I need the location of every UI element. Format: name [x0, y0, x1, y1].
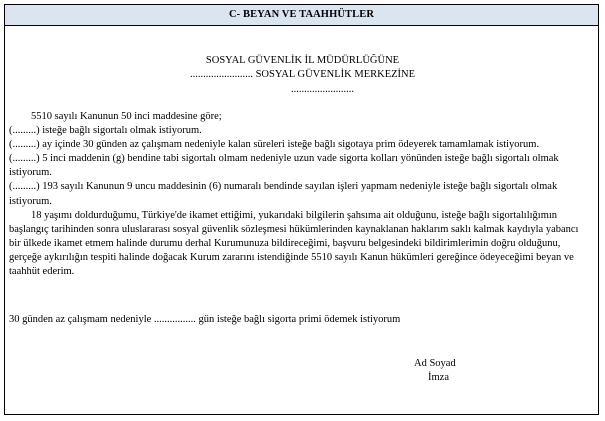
- addressee-line-3: ........................: [291, 84, 354, 95]
- addressee-line-1: SOSYAL GÜVENLİK İL MÜDÜRLÜĞÜNE: [205, 55, 400, 66]
- signature-name-label: Ad Soyad: [414, 358, 456, 369]
- declaration-paragraph: 18 yaşımı doldurduğumu, Türkiye'de ikamet ettiğimi, yukarıdaki bilgilerin şahsıma ait olduğunu, isteğe bağlı sigortalılığımın başlangıç tarihinden sonra uluslararası sosyal güvenlik sözleşmesi hükümlerinden kaynaklanan haklarım saklı kalmak kaydıyla yabancı bir ülkede ikamet etmem halinde durumu derhal Kurumunuza bildireceğimi, başvuru belgesindeki bildirimlerimin doğru olduğunu, gerçeğe aykırılığın tespiti halinde doğacak Kurum zararını istendiğinde 5510 sayılı Kanun hükümleri gereğince ödeyeceğimi beyan ve taahhüt ederim.: [9, 209, 579, 278]
- declaration-body: [9, 110, 587, 279]
- section-title: C- BEYAN VE TAAHHÜTLER: [5, 5, 598, 26]
- signature-sign-label: İmza: [428, 372, 449, 383]
- option-voluntary[interactable]: (.........) isteğe bağlı sigortalı olmak istiyorum.: [9, 125, 202, 137]
- option-complete-days[interactable]: (.........) ay içinde 30 günden az çalışmam nedeniyle kalan süreleri isteğe bağlı sigotaya prim ödeyerek tamamlamak istiyorum.: [9, 139, 540, 151]
- intro-line: 5510 sayılı Kanunun 50 inci maddesine göre;: [31, 111, 222, 122]
- addressee-line-2: ........................ SOSYAL GÜVENLİK MERKEZİNE: [189, 69, 416, 80]
- option-article-5g[interactable]: (.........) 5 inci maddenin (g) bendine tabi sigortalı olmam nedeniyle uzun vade sigorta kolları yönünden isteğe bağlı sigortalı olmak istiyorum.: [9, 153, 559, 179]
- option-law-193[interactable]: (.........) 193 sayılı Kanunun 9 uncu maddesinin (6) numaralı bendinde sayılan işleri yapmam nedeniyle isteğe bağlı sigortalı olmak istiyorum.: [9, 181, 558, 207]
- statement-30-days[interactable]: 30 günden az çalışmam nedeniyle ................ gün isteğe bağlı sigorta primi ödemek istiyorum: [9, 314, 401, 325]
